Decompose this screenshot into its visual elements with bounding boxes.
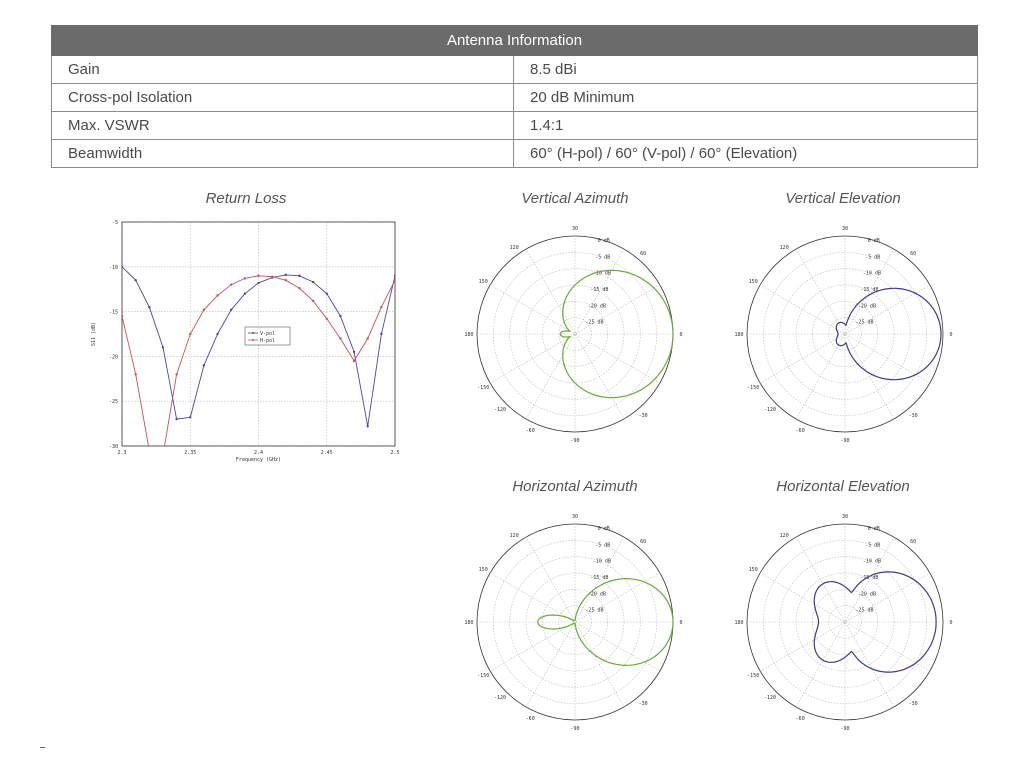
radial-tick-label: 0 dB xyxy=(867,526,880,532)
vertical-elevation-polar-chart xyxy=(720,218,970,450)
angle-tick-label: 120 xyxy=(779,533,789,540)
angle-tick-label: -60 xyxy=(525,428,535,435)
data-point xyxy=(326,318,328,320)
data-point xyxy=(162,454,164,456)
data-point xyxy=(367,337,369,339)
y-axis-label: S11 (dB) xyxy=(91,321,97,347)
angle-tick-label: -90 xyxy=(840,438,850,444)
angle-tick-label: -150 xyxy=(747,673,760,679)
data-point xyxy=(285,274,287,276)
data-point xyxy=(298,287,300,289)
polar-outer-ring xyxy=(477,236,673,435)
data-point xyxy=(326,292,328,294)
legend-label: V-pol xyxy=(260,330,276,337)
angle-tick-label: -120 xyxy=(494,406,507,413)
data-point xyxy=(353,351,355,353)
data-point xyxy=(394,279,396,281)
angle-tick-label: 180 xyxy=(464,620,474,626)
angle-tick-label: 30 xyxy=(841,514,849,520)
angle-tick-label: -120 xyxy=(764,694,777,701)
angle-tick-label: -30 xyxy=(638,413,648,420)
angle-tick-label: 150 xyxy=(478,567,488,573)
angle-tick-label: 60 xyxy=(640,538,647,545)
data-point xyxy=(189,416,191,418)
table-header: Antenna Information xyxy=(52,26,978,56)
angle-tick-label: -150 xyxy=(747,385,760,391)
horizontal-elevation-title: Horizontal Elevation xyxy=(776,478,910,495)
polar-ring xyxy=(493,252,656,415)
radial-tick-label: -10 dB xyxy=(862,558,881,565)
table-row xyxy=(52,140,978,168)
return-loss-title: Return Loss xyxy=(205,190,287,207)
radial-tick-label: -15 dB xyxy=(860,287,879,293)
angle-tick-label: 0 xyxy=(679,332,683,338)
angle-tick-label: 0 xyxy=(679,620,683,626)
row-label: Max. VSWR xyxy=(52,112,514,140)
data-point xyxy=(162,346,164,348)
angle-tick-label: -150 xyxy=(477,673,490,679)
radial-tick-label: -20 dB xyxy=(587,303,606,310)
x-tick-label: 2.5 xyxy=(390,450,400,456)
radial-tick-label: -25 dB xyxy=(855,319,874,326)
data-point xyxy=(230,284,232,286)
table-row xyxy=(52,56,978,84)
radial-tick-label: 0 dB xyxy=(597,238,610,244)
x-tick-label: 2.4 xyxy=(253,450,264,456)
radial-tick-label: -25 dB xyxy=(855,607,874,614)
data-point xyxy=(189,333,191,335)
data-point xyxy=(339,315,341,317)
angle-tick-label: 60 xyxy=(640,250,647,257)
data-point xyxy=(312,300,314,302)
angle-tick-label: -60 xyxy=(795,716,805,723)
data-point xyxy=(312,281,314,283)
data-point xyxy=(148,306,150,308)
data-point xyxy=(216,294,218,296)
radial-tick-label: -15 dB xyxy=(590,287,609,293)
angle-tick-label: 120 xyxy=(509,245,519,252)
radial-tick-label: -10 dB xyxy=(862,270,881,277)
data-point xyxy=(339,337,341,339)
antenna-info-table xyxy=(51,25,978,168)
angle-tick-label: 30 xyxy=(571,226,579,232)
data-point xyxy=(285,279,287,281)
radial-tick-label: -20 dB xyxy=(587,591,606,598)
row-value: 8.5 dBi xyxy=(514,56,978,84)
x-tick-label: 2.35 xyxy=(184,450,197,456)
series-h-pol xyxy=(121,275,396,457)
polar-ring xyxy=(493,540,656,703)
y-tick-label: -20 xyxy=(108,354,118,361)
radial-tick-label: -10 dB xyxy=(592,558,611,565)
page-mark xyxy=(40,747,45,748)
angle-tick-label: -60 xyxy=(795,428,805,435)
polar-outer-ring xyxy=(477,524,673,723)
polar-ring xyxy=(763,252,926,415)
data-point xyxy=(148,449,150,451)
angle-tick-label: 180 xyxy=(464,332,474,338)
horizontal-elevation-polar-chart xyxy=(720,506,970,738)
data-point xyxy=(380,333,382,335)
polar-outer-ring xyxy=(747,236,943,435)
data-point xyxy=(298,275,300,277)
data-point xyxy=(271,275,273,277)
data-point xyxy=(121,315,123,317)
angle-tick-label: 120 xyxy=(779,245,789,252)
horizontal-azimuth-polar-chart xyxy=(450,506,700,738)
angle-tick-label: -30 xyxy=(638,701,648,708)
angle-tick-label: 120 xyxy=(509,533,519,540)
data-point xyxy=(134,279,136,281)
data-point xyxy=(367,425,369,427)
row-value: 60° (H-pol) / 60° (V-pol) / 60° (Elevation) xyxy=(514,140,978,168)
angle-tick-label: 150 xyxy=(748,567,758,573)
radial-tick-label: -5 dB xyxy=(595,542,611,549)
data-point xyxy=(216,333,218,335)
y-tick-label: -5 xyxy=(111,220,118,226)
data-point xyxy=(353,360,355,362)
data-point xyxy=(257,275,259,277)
horizontal-azimuth-title: Horizontal Azimuth xyxy=(512,478,638,495)
y-tick-label: -30 xyxy=(108,444,118,450)
radial-tick-label: 0 dB xyxy=(597,526,610,532)
vertical-azimuth-title: Vertical Azimuth xyxy=(521,190,629,207)
row-label: Cross-pol Isolation xyxy=(52,84,514,112)
x-tick-label: 2.45 xyxy=(320,450,333,456)
angle-tick-label: 180 xyxy=(734,332,744,338)
polar-ring xyxy=(763,540,926,703)
data-point xyxy=(230,309,232,311)
data-point xyxy=(244,292,246,294)
angle-tick-label: 150 xyxy=(478,279,488,285)
y-tick-label: -15 xyxy=(108,309,118,316)
data-point xyxy=(244,277,246,279)
return-loss-chart xyxy=(85,215,400,470)
table-row xyxy=(52,84,978,112)
table-row xyxy=(52,112,978,140)
data-point xyxy=(394,275,396,277)
row-value: 20 dB Minimum xyxy=(514,84,978,112)
angle-tick-label: 30 xyxy=(571,514,579,520)
row-label: Gain xyxy=(52,56,514,84)
data-point xyxy=(175,373,177,375)
angle-tick-label: -90 xyxy=(840,726,850,732)
legend-marker xyxy=(252,339,254,341)
angle-tick-label: -30 xyxy=(908,413,918,420)
angle-tick-label: 60 xyxy=(910,538,917,545)
radial-tick-label: -5 dB xyxy=(595,254,611,261)
radial-tick-label: -25 dB xyxy=(585,319,604,326)
angle-tick-label: 150 xyxy=(748,279,758,285)
angle-tick-label: -120 xyxy=(494,694,507,701)
data-point xyxy=(121,266,123,268)
angle-tick-label: 180 xyxy=(734,620,744,626)
angle-tick-label: 30 xyxy=(841,226,849,232)
x-axis-label: Frequency (GHz) xyxy=(235,457,282,463)
data-point xyxy=(134,373,136,375)
angle-tick-label: 0 xyxy=(949,620,953,626)
vertical-azimuth-polar-chart xyxy=(450,218,700,450)
data-point xyxy=(203,364,205,366)
chart-legend xyxy=(245,327,290,345)
radial-tick-label: -20 dB xyxy=(857,303,876,310)
series-line xyxy=(122,276,395,455)
data-point xyxy=(203,309,205,311)
angle-tick-label: 0 xyxy=(949,332,953,338)
row-value: 1.4:1 xyxy=(514,112,978,140)
angle-tick-label: -30 xyxy=(908,701,918,708)
legend-marker xyxy=(252,332,254,334)
angle-tick-label: -120 xyxy=(764,406,777,413)
radial-tick-label: -15 dB xyxy=(860,575,879,581)
radial-tick-label: -5 dB xyxy=(865,254,881,261)
vertical-elevation-title: Vertical Elevation xyxy=(785,190,901,207)
radial-tick-label: -15 dB xyxy=(590,575,609,581)
radial-tick-label: -25 dB xyxy=(585,607,604,614)
radial-tick-label: -5 dB xyxy=(865,542,881,549)
row-label: Beamwidth xyxy=(52,140,514,168)
radial-tick-label: -10 dB xyxy=(592,270,611,277)
y-tick-label: -10 xyxy=(108,264,118,271)
radial-tick-label: 0 dB xyxy=(867,238,880,244)
data-point xyxy=(257,282,259,284)
legend-label: H-pol xyxy=(260,337,276,344)
data-point xyxy=(380,306,382,308)
y-tick-label: -25 xyxy=(108,399,118,406)
x-tick-label: 2.3 xyxy=(117,450,127,456)
angle-tick-label: -90 xyxy=(570,726,580,732)
polar-outer-ring xyxy=(747,524,943,723)
radial-tick-label: -20 dB xyxy=(857,591,876,598)
angle-tick-label: -60 xyxy=(525,716,535,723)
data-point xyxy=(175,418,177,420)
angle-tick-label: 60 xyxy=(910,250,917,257)
angle-tick-label: -90 xyxy=(570,438,580,444)
angle-tick-label: -150 xyxy=(477,385,490,391)
